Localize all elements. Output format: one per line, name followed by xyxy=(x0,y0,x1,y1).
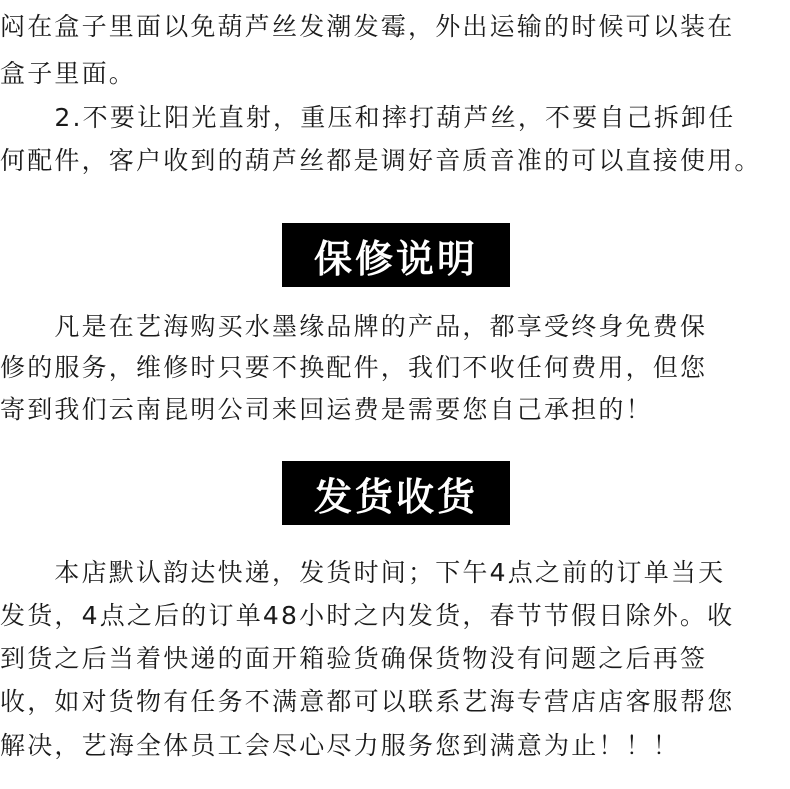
care-line: 何配件，客户收到的葫芦丝都是调好音质音准的可以直接使用。 xyxy=(0,146,762,175)
warranty-line: 修的服务，维修时只要不换配件，我们不收任何费用，但您 xyxy=(0,353,708,382)
warranty-heading: 保修说明 xyxy=(282,223,510,287)
warranty-line: 寄到我们云南昆明公司来回运费是需要您自己承担的！ xyxy=(0,395,653,424)
shipping-line: 发货，4点之后的订单48小时之内发货，春节节假日除外。收 xyxy=(0,601,735,630)
care-line: 2.不要让阳光直射，重压和摔打葫芦丝，不要自己拆卸任 xyxy=(0,103,736,132)
care-line: 盒子里面。 xyxy=(0,59,137,88)
care-line: 闷在盒子里面以免葫芦丝发潮发霉，外出运输的时候可以装在 xyxy=(0,12,735,41)
shipping-line: 本店默认韵达快递，发货时间；下午4点之前的订单当天 xyxy=(0,558,726,587)
shipping-line: 到货之后当着快递的面开箱验货确保货物没有问题之后再签 xyxy=(0,644,708,673)
shipping-line: 收，如对货物有任务不满意都可以联系艺海专营店店客服帮您 xyxy=(0,687,735,716)
shipping-line: 解决，艺海全体员工会尽心尽力服务您到满意为止！！！ xyxy=(0,731,681,760)
shipping-heading: 发货收货 xyxy=(282,461,510,525)
warranty-line: 凡是在艺海购买水墨缘品牌的产品，都享受终身免费保 xyxy=(0,312,708,341)
